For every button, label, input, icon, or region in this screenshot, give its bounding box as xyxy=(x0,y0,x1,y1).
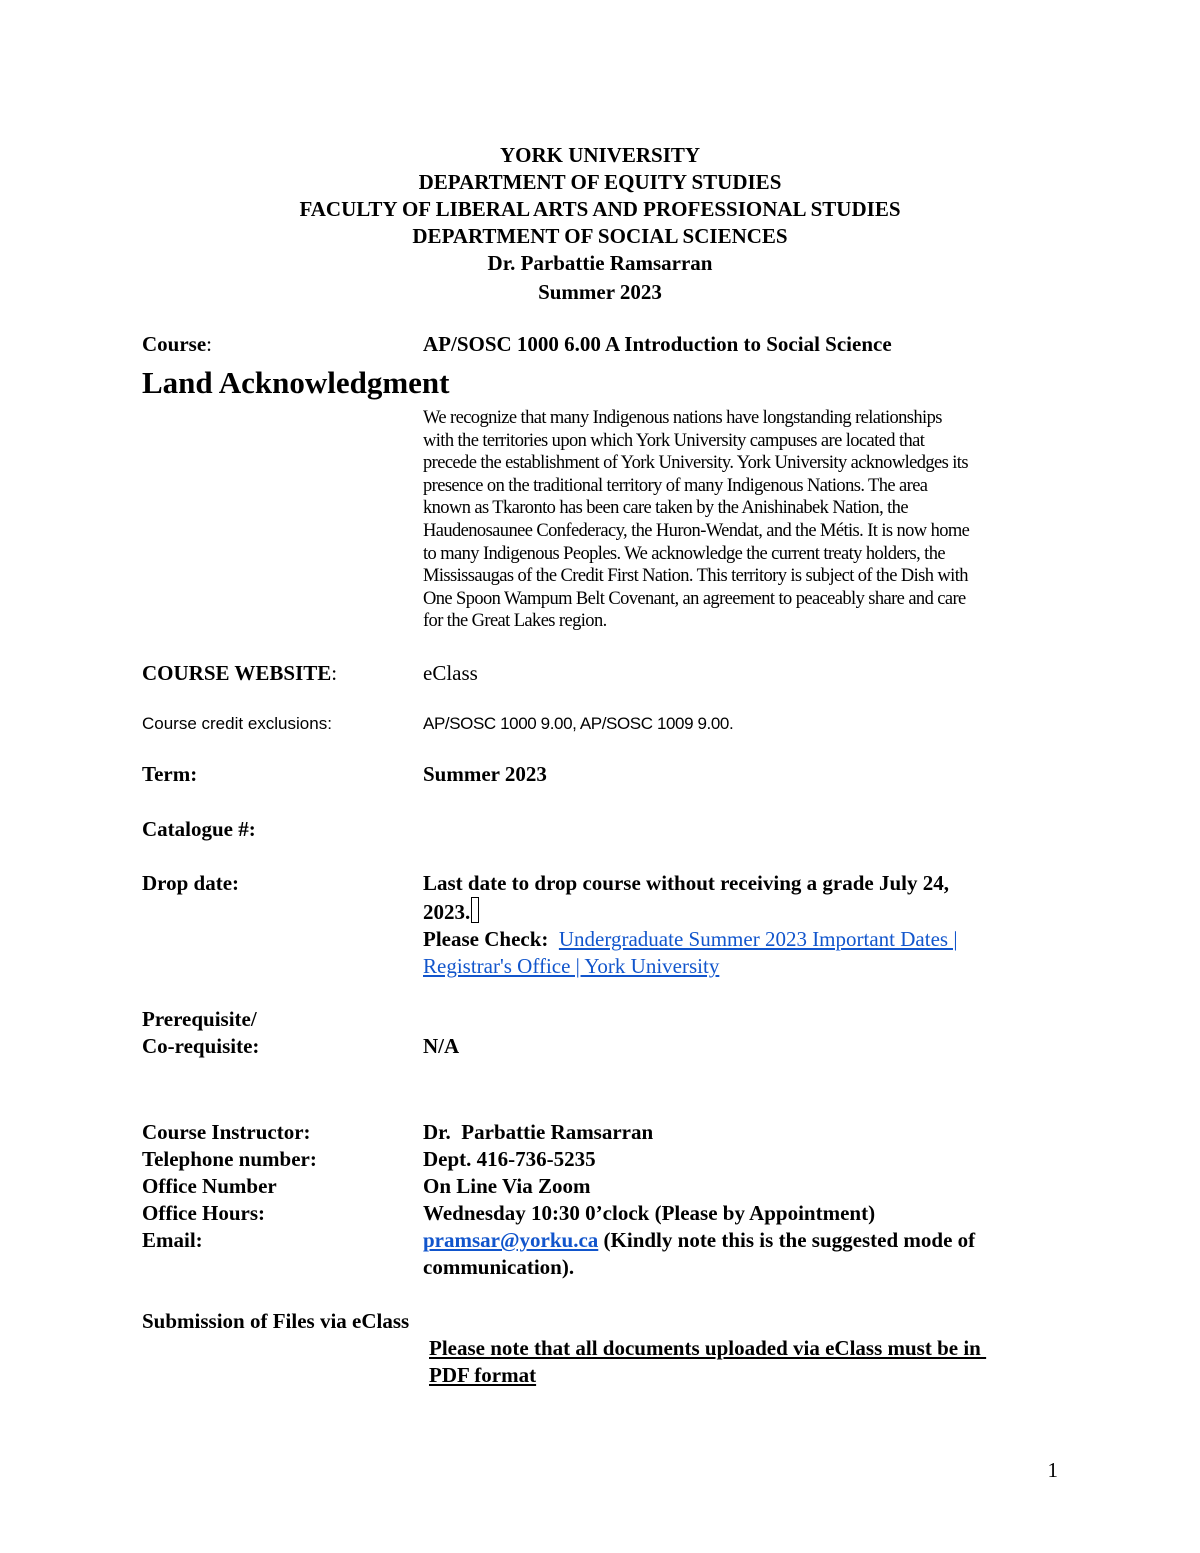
header-instructor: Dr. Parbattie Ramsarran xyxy=(487,251,713,275)
university-name: YORK UNIVERSITY xyxy=(499,143,701,167)
header-term: Summer 2023 xyxy=(538,280,662,304)
drop-date-line2 xyxy=(423,897,958,926)
office-number-value: On Line Via Zoom xyxy=(423,1174,591,1198)
submission-note xyxy=(429,1335,986,1389)
office-number-label: Office Number xyxy=(142,1174,277,1198)
contact-values xyxy=(423,1119,975,1281)
ack-line: precede the establishment of York University. York University acknowledges its xyxy=(423,453,968,474)
prerequisite-label: Prerequisite/ xyxy=(142,1007,257,1031)
please-check-line xyxy=(423,926,958,953)
important-dates-link-line2 xyxy=(423,953,958,980)
ack-line: Haudenosaunee Confederacy, the Huron-Wendat, and the Métis. It is now home xyxy=(423,520,970,541)
drop-date-block xyxy=(423,870,958,980)
ack-line: We recognize that many Indigenous nations have longstanding relationships xyxy=(423,408,942,428)
office-hours-value: Wednesday 10:30 0’clock (Please by Appointment) xyxy=(423,1201,876,1225)
email-note-line2: communication). xyxy=(423,1255,575,1279)
telephone-value: Dept. 416-736-5235 xyxy=(423,1147,596,1171)
land-acknowledgment-title: Land Acknowledgment xyxy=(142,365,450,400)
drop-date-label: Drop date: xyxy=(142,871,240,895)
text-cursor-icon xyxy=(471,897,479,923)
drop-date-line1: Last date to drop course without receiving a grade July 24, xyxy=(423,871,949,895)
page-number: 1 xyxy=(1047,1458,1058,1482)
email-label: Email: xyxy=(142,1228,203,1252)
course-label-text: Course xyxy=(142,332,207,356)
ack-line: Mississaugas of the Credit First Nation. This territory is subject of the Dish with xyxy=(423,566,968,587)
ack-line: One Spoon Wampum Belt Covenant, an agreement to peaceably share and care xyxy=(423,588,966,609)
submission-note-line2: PDF format xyxy=(429,1363,537,1387)
corequisite-label: Co-requisite: xyxy=(142,1034,260,1058)
website-label-text: COURSE WEBSITE xyxy=(142,661,332,685)
contact-labels xyxy=(142,1119,317,1254)
email-link[interactable]: pramsar@yorku.ca xyxy=(423,1228,599,1252)
office-hours-label: Office Hours: xyxy=(142,1201,266,1225)
course-label-colon: : xyxy=(206,332,213,356)
website-label xyxy=(142,660,337,687)
department-social: DEPARTMENT OF SOCIAL SCIENCES xyxy=(412,224,788,248)
important-dates-link[interactable]: Undergraduate Summer 2023 Important Dates | xyxy=(558,927,958,951)
ack-line: with the territories upon which York University campuses are located that xyxy=(423,430,925,451)
telephone-label: Telephone number: xyxy=(142,1147,317,1171)
term-label: Term: xyxy=(142,762,198,786)
drop-date-year: 2023. xyxy=(423,900,471,924)
faculty-name: FACULTY OF LIBERAL ARTS AND PROFESSIONAL STUDIES xyxy=(299,197,901,221)
catalogue-label: Catalogue #: xyxy=(142,817,256,841)
email-value xyxy=(423,1227,975,1254)
course-label xyxy=(142,331,212,358)
document-header xyxy=(0,142,1200,306)
website-label-colon: : xyxy=(331,661,338,685)
website-value: eClass xyxy=(423,661,478,685)
exclusions-value: AP/SOSC 1000 9.00, AP/SOSC 1009 9.00. xyxy=(423,714,734,733)
exclusions-label: Course credit exclusions: xyxy=(142,714,332,733)
instructor-value: Dr. Parbattie Ramsarran xyxy=(423,1120,654,1144)
ack-line: to many Indigenous Peoples. We acknowledge the current treaty holders, the xyxy=(423,543,945,564)
submission-note-line1: Please note that all documents uploaded via eClass must be in xyxy=(429,1336,987,1360)
email-note: (Kindly note this is the suggested mode of xyxy=(598,1228,976,1252)
instructor-label: Course Instructor: xyxy=(142,1120,311,1144)
registrar-office-link[interactable]: Registrar's Office | York University xyxy=(423,954,720,978)
ack-line: known as Tkaronto has been care taken by the Anishinabek Nation, the xyxy=(423,498,908,519)
ack-line: presence on the traditional territory of many Indigenous Nations. The area xyxy=(423,475,928,496)
ack-line: for the Great Lakes region. xyxy=(423,611,607,632)
department-equity: DEPARTMENT OF EQUITY STUDIES xyxy=(418,170,782,194)
submission-title: Submission of Files via eClass xyxy=(142,1309,410,1333)
prerequisite-value: N/A xyxy=(423,1034,460,1058)
please-check-label: Please Check: xyxy=(423,927,549,951)
land-acknowledgment-body xyxy=(423,407,1063,633)
term-value: Summer 2023 xyxy=(423,762,547,786)
course-value: AP/SOSC 1000 6.00 A Introduction to Social Science xyxy=(423,332,892,356)
